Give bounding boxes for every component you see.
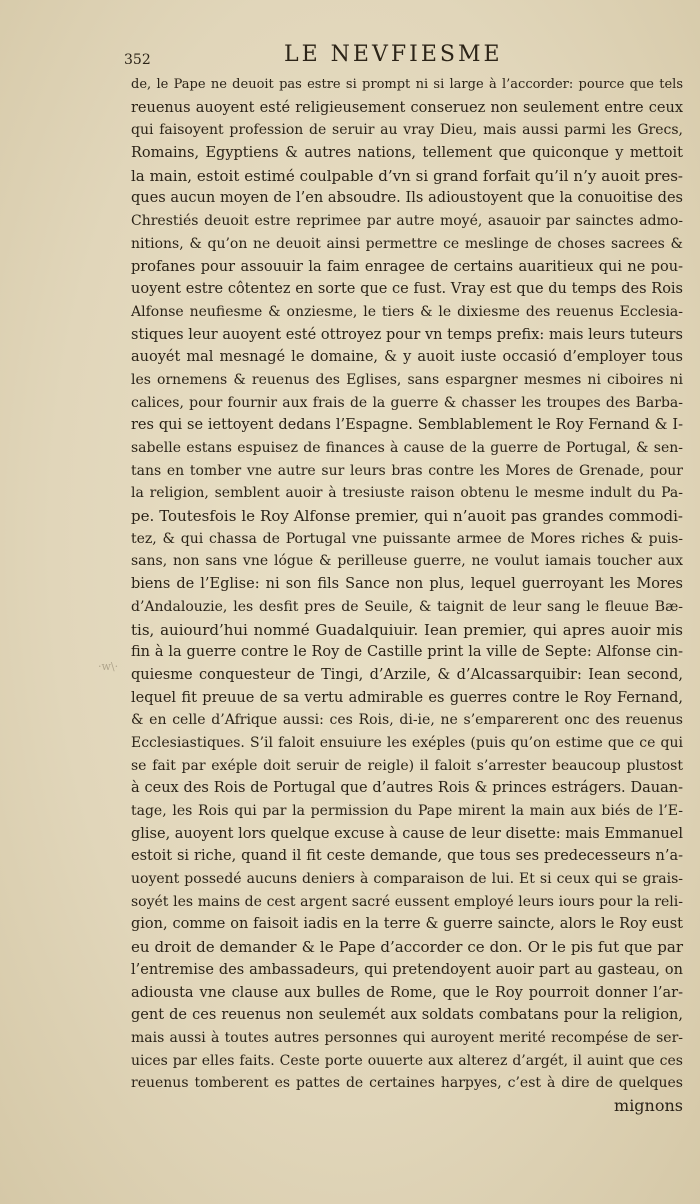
text-line: Alfonse neufiesme & onziesme, le tiers & le dixiesme des reuenus Ecclesia- bbox=[131, 303, 683, 320]
text-line: tez, & qui chassa de Portugal vne puissante armee de Mores riches & puis- bbox=[131, 530, 683, 547]
text-line: glise, auoyent lors quelque excuse à cause de leur disette: mais Emmanuel bbox=[131, 825, 683, 842]
text-line: se fait par exéple doit seruir de reigle) il faloit s’arrester beaucoup plustost bbox=[131, 757, 683, 774]
text-line: gent de ces reuenus non seulemét aux soldats combatans pour la religion, bbox=[131, 1007, 683, 1024]
text-line: mais aussi à toutes autres personnes qui auroyent merité recompése de ser- bbox=[131, 1029, 683, 1046]
text-line: stiques leur auoyent esté ottroyez pour vn temps prefix: mais leurs tuteurs bbox=[131, 326, 683, 343]
text-line: Ecclesiastiques. S’il faloit ensuiure les exéples (puis qu’on estime que ce qui bbox=[131, 734, 683, 751]
text-line: adiousta vne clause aux bulles de Rome, que le Roy pourroit donner l’ar- bbox=[131, 984, 683, 1001]
text-line: la religion, semblent auoir à tresiuste raison obtenu le mesme indult du Pa- bbox=[131, 485, 683, 502]
text-line: reuenus tomberent es pattes de certaines harpyes, c’est à dire de quelques bbox=[131, 1075, 683, 1092]
text-line: reuenus auoyent esté religieusement conseruez non seulement entre ceux bbox=[131, 99, 683, 116]
text-line: uoyent possedé aucuns deniers à comparaison de lui. Et si ceux qui se grais- bbox=[131, 871, 683, 888]
text-line: soyét les mains de cest argent sacré eussent employé leurs iours pour la reli- bbox=[131, 893, 683, 910]
text-line: sans, non sans vne lógue & perilleuse guerre, ne voulut iamais toucher aux bbox=[131, 553, 683, 570]
text-line: uoyent estre côtentez en sorte que ce fust. Vray est que du temps des Rois bbox=[131, 281, 683, 298]
text-line: gion, comme on faisoit iadis en la terre & guerre saincte, alors le Roy eust bbox=[131, 916, 683, 933]
page-number: 352 bbox=[124, 52, 151, 68]
text-line: biens de l’Eglise: ni son fils Sance non plus, lequel guerroyant les Mores bbox=[131, 576, 683, 593]
text-line: uices par elles faits. Ceste porte ouuerte aux alterez d’argét, il auint que ces bbox=[131, 1052, 683, 1069]
text-line: tage, les Rois qui par la permission du Pape mirent la main aux biés de l’E- bbox=[131, 803, 683, 819]
text-line: profanes pour assouuir la faim enragee de certains auaritieux qui ne pou- bbox=[131, 258, 683, 275]
text-line: l’entremise des ambassadeurs, qui pretendoyent auoir part au gasteau, on bbox=[131, 961, 683, 978]
text-line: à ceux des Rois de Portugal que d’autres Rois & princes estrágers. Dauan- bbox=[131, 780, 683, 797]
text-line: estoit si riche, quand il fit ceste demande, que tous ses predecesseurs n’a- bbox=[131, 848, 683, 865]
running-title: LE NEVFIESME bbox=[284, 42, 503, 67]
text-line: de, le Pape ne deuoit pas estre si prompt ni si large à l’accorder: pource que tels bbox=[131, 77, 683, 92]
text-line: pe. Toutesfois le Roy Alfonse premier, qui n’auoit pas grandes commodi- bbox=[131, 507, 683, 526]
marginal-mark: ·w\· bbox=[98, 660, 119, 673]
text-line: auoyét mal mesnagé le domaine, & y auoit iuste occasió d’employer tous bbox=[131, 349, 683, 366]
text-line: & en celle d’Afrique aussi: ces Rois, di-ie, ne s’emparerent onc des reuenus bbox=[131, 712, 683, 729]
text-line: les ornemens & reuenus des Eglises, sans espargner mesmes ni ciboires ni bbox=[131, 371, 683, 388]
body-text bbox=[131, 74, 683, 1118]
text-line: mignons bbox=[614, 1095, 683, 1115]
text-line: tans en tomber vne autre sur leurs bras contre les Mores de Grenade, pour bbox=[131, 462, 683, 479]
text-line: tis, auiourd’hui nommé Guadalquiuir. Iean premier, qui apres auoir mis bbox=[131, 620, 683, 639]
text-line: qui faisoyent profession de seruir au vray Dieu, mais aussi parmi les Grecs, bbox=[131, 122, 683, 139]
text-line: lequel fit preuue de sa vertu admirable es guerres contre le Roy Fernand, bbox=[131, 689, 683, 706]
text-line: la main, estoit estimé coulpable d’vn si grand forfait qu’il n’y auoit pres- bbox=[131, 166, 683, 185]
text-line: eu droit de demander & le Pape d’accorder ce don. Or le pis fut que par bbox=[131, 938, 683, 957]
text-line: sabelle estans espuisez de finances à cause de la guerre de Portugal, & sen- bbox=[131, 440, 683, 456]
text-line: d’Andalouzie, les desfit pres de Seuile, & taignit de leur sang le fleuue Bæ- bbox=[131, 598, 683, 615]
text-line: res qui se iettoyent dedans l’Espagne. Semblablement le Roy Fernand & I- bbox=[131, 417, 683, 434]
text-line: ques aucun moyen de l’en absoudre. Ils adioustoyent que la conuoitise des bbox=[131, 190, 683, 207]
text-line: Chrestiés deuoit estre reprimee par autre moyé, asauoir par sainctes admo- bbox=[131, 213, 683, 230]
text-line: Romains, Egyptiens & autres nations, tellement que quiconque y mettoit bbox=[131, 145, 683, 162]
text-line: fin à la guerre contre le Roy de Castille print la ville de Septe: Alfonse cin- bbox=[131, 644, 683, 661]
text-line: quiesme conquesteur de Tingi, d’Arzile, & d’Alcassarquibir: Iean second, bbox=[131, 666, 683, 683]
text-line: calices, pour fournir aux frais de la guerre & chasser les troupes des Barba- bbox=[131, 394, 683, 411]
text-line: nitions, & qu’on ne deuoit ainsi permettre ce meslinge de choses sacrees & bbox=[131, 235, 683, 252]
